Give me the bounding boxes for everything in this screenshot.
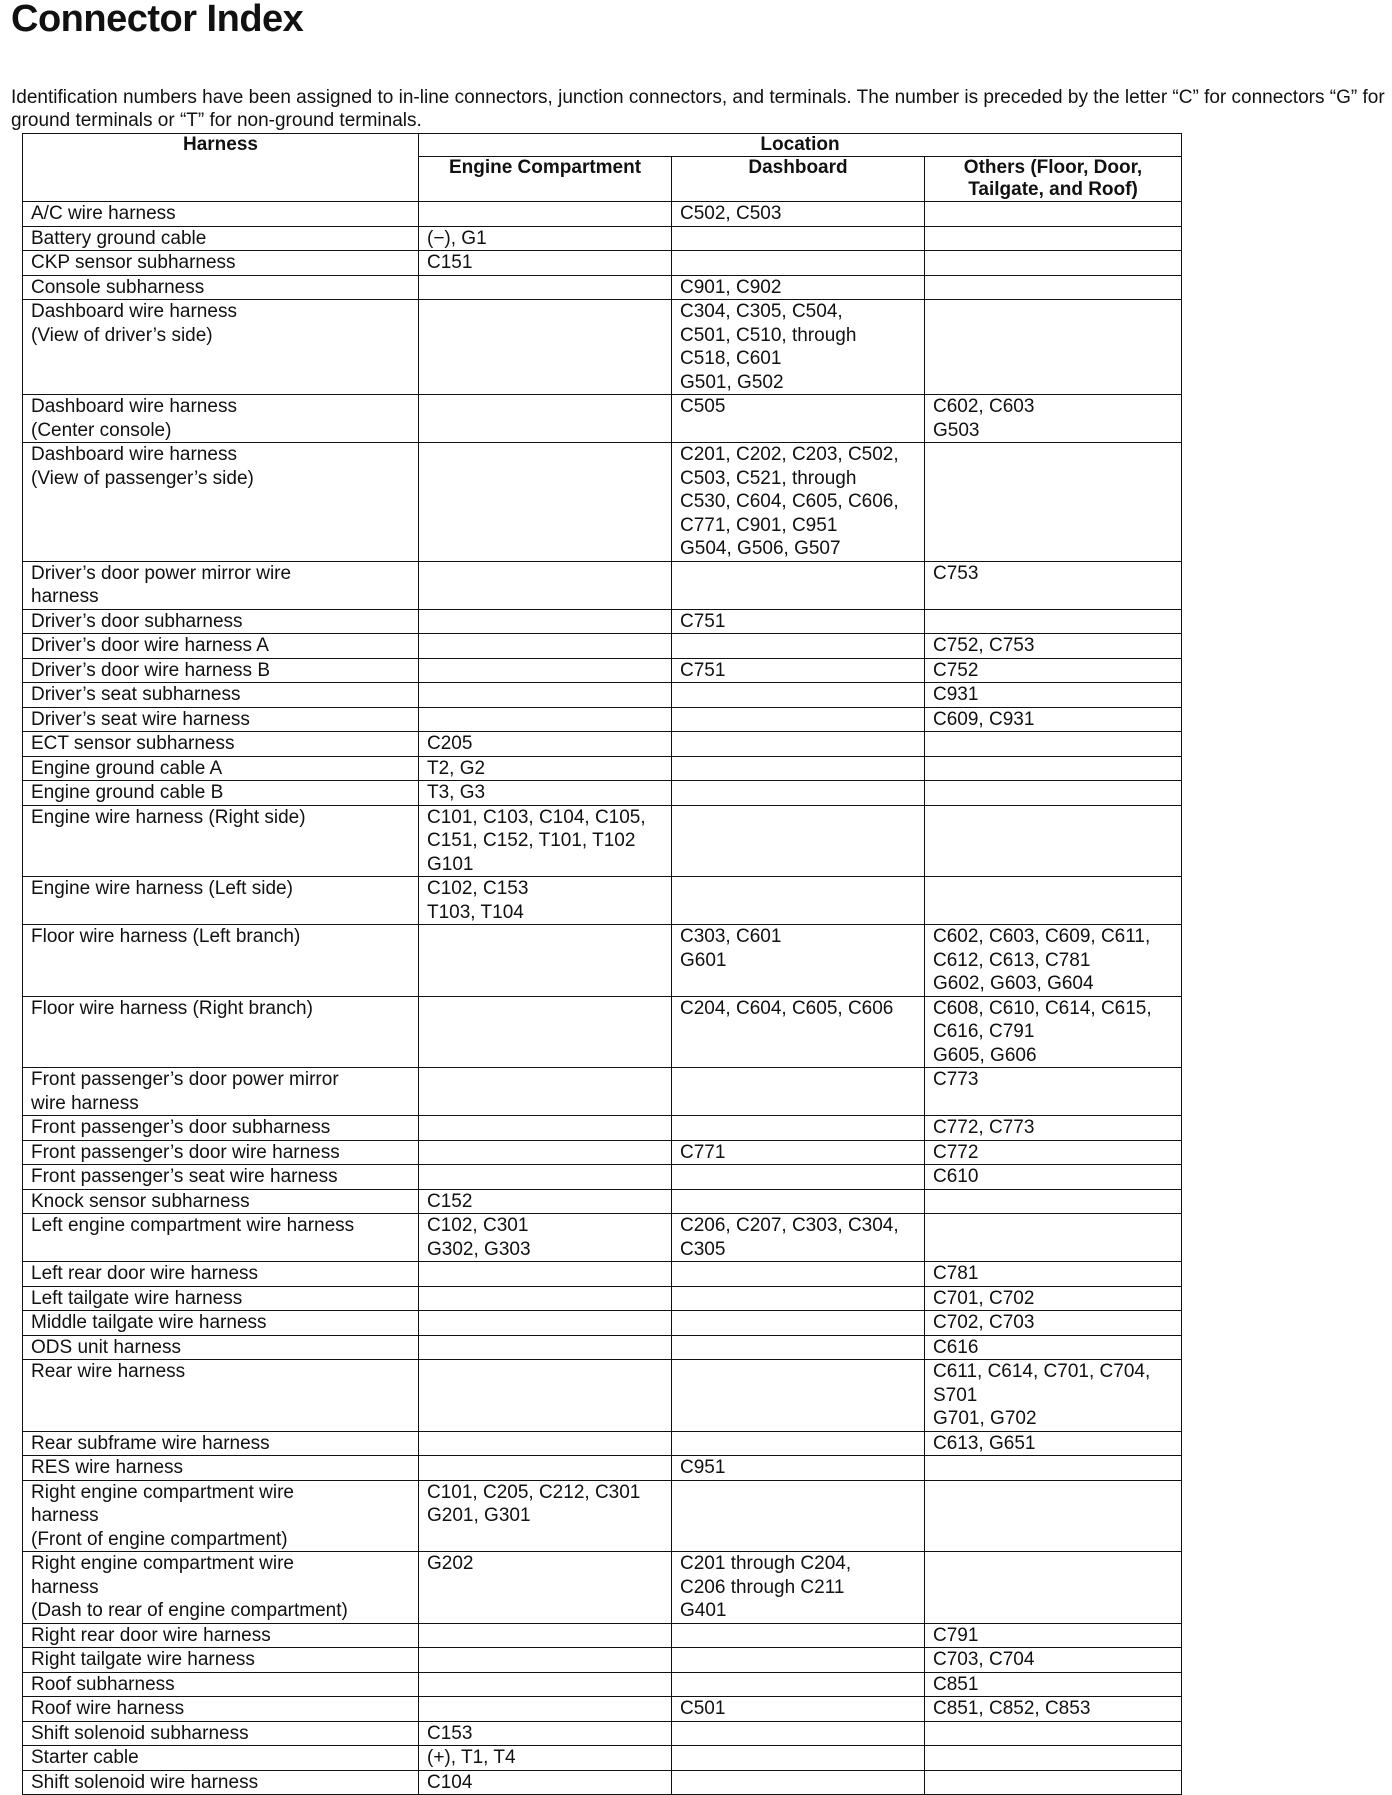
harness-cell: Front passenger’s door wire harness [23,1140,419,1165]
table-row [23,1552,1182,1624]
table-row [23,683,1182,708]
harness-cell: Engine wire harness (Left side) [23,877,419,925]
engine-compartment-cell [419,1335,672,1360]
page-title: Connector Index [11,0,304,40]
table-row [23,1721,1182,1746]
table-row [23,1311,1182,1336]
engine-compartment-cell [419,1116,672,1141]
harness-cell: Front passenger’s door subharness [23,1116,419,1141]
header-engine-compartment: Engine Compartment [419,157,672,202]
harness-cell: Driver’s seat wire harness [23,707,419,732]
table-row [23,996,1182,1068]
harness-cell: Dashboard wire harness (View of driver’s side) [23,300,419,395]
harness-cell: Right rear door wire harness [23,1623,419,1648]
engine-compartment-cell: C104 [419,1770,672,1795]
table-row [23,395,1182,443]
table-row [23,1431,1182,1456]
engine-compartment-cell [419,561,672,609]
others-cell: C773 [925,1068,1182,1116]
connector-index-table [22,133,1182,1795]
dashboard-cell [672,1286,925,1311]
dashboard-cell [672,1068,925,1116]
others-cell: C752 [925,658,1182,683]
harness-cell: Front passenger’s seat wire harness [23,1165,419,1190]
dashboard-cell: C951 [672,1456,925,1481]
engine-compartment-cell: C101, C205, C212, C301 G201, G301 [419,1480,672,1552]
table-row [23,1456,1182,1481]
dashboard-cell [672,1262,925,1287]
harness-cell: Dashboard wire harness (View of passenger’s side) [23,443,419,562]
engine-compartment-cell [419,1286,672,1311]
harness-cell: ECT sensor subharness [23,732,419,757]
others-cell: C609, C931 [925,707,1182,732]
table-row [23,1480,1182,1552]
harness-cell: Driver’s door wire harness A [23,634,419,659]
table-row [23,275,1182,300]
engine-compartment-cell [419,1623,672,1648]
others-cell: C602, C603 G503 [925,395,1182,443]
others-cell: C781 [925,1262,1182,1287]
others-cell: C702, C703 [925,1311,1182,1336]
harness-cell: Shift solenoid wire harness [23,1770,419,1795]
harness-cell: Right tailgate wire harness [23,1648,419,1673]
dashboard-cell: C304, C305, C504, C501, C510, through C518, C601 G501, G502 [672,300,925,395]
dashboard-cell: C201, C202, C203, C502, C503, C521, through C530, C604, C605, C606, C771, C901, C951 G504, G506, G507 [672,443,925,562]
dashboard-cell: C501 [672,1697,925,1722]
header-dashboard: Dashboard [672,157,925,202]
others-cell [925,443,1182,562]
table-row [23,1770,1182,1795]
dashboard-cell: C771 [672,1140,925,1165]
table-row [23,1140,1182,1165]
dashboard-cell [672,1189,925,1214]
engine-compartment-cell: (−), G1 [419,226,672,251]
engine-compartment-cell: C102, C301 G302, G303 [419,1214,672,1262]
dashboard-cell [672,1770,925,1795]
engine-compartment-cell [419,1648,672,1673]
table-row [23,707,1182,732]
table-row [23,1189,1182,1214]
table-row [23,1068,1182,1116]
others-cell [925,202,1182,227]
table-row [23,1672,1182,1697]
engine-compartment-cell [419,1140,672,1165]
engine-compartment-cell [419,1262,672,1287]
harness-cell: Floor wire harness (Left branch) [23,925,419,997]
engine-compartment-cell [419,1311,672,1336]
others-cell [925,877,1182,925]
harness-cell: Left engine compartment wire harness [23,1214,419,1262]
others-cell [925,1189,1182,1214]
table-row [23,1214,1182,1262]
engine-compartment-cell [419,275,672,300]
table-row [23,658,1182,683]
harness-cell: Battery ground cable [23,226,419,251]
engine-compartment-cell: C205 [419,732,672,757]
engine-compartment-cell [419,609,672,634]
others-cell [925,1456,1182,1481]
engine-compartment-cell [419,925,672,997]
engine-compartment-cell: C151 [419,251,672,276]
dashboard-cell [672,781,925,806]
harness-cell: Driver’s door wire harness B [23,658,419,683]
harness-cell: Right engine compartment wire harness (Front of engine compartment) [23,1480,419,1552]
engine-compartment-cell: C101, C103, C104, C105, C151, C152, T101, T102 G101 [419,805,672,877]
others-cell: C613, G651 [925,1431,1182,1456]
others-cell: C772 [925,1140,1182,1165]
table-row [23,1697,1182,1722]
others-cell: C616 [925,1335,1182,1360]
harness-cell: Left rear door wire harness [23,1262,419,1287]
harness-cell: Driver’s seat subharness [23,683,419,708]
harness-cell: Driver’s door subharness [23,609,419,634]
header-harness: Harness [23,134,419,202]
engine-compartment-cell: C152 [419,1189,672,1214]
harness-cell: Shift solenoid subharness [23,1721,419,1746]
dashboard-cell: C303, C601 G601 [672,925,925,997]
dashboard-cell [672,805,925,877]
harness-cell: Knock sensor subharness [23,1189,419,1214]
harness-cell: Engine ground cable B [23,781,419,806]
harness-cell: Front passenger’s door power mirror wire harness [23,1068,419,1116]
engine-compartment-cell [419,707,672,732]
table-row [23,226,1182,251]
table-row [23,1165,1182,1190]
dashboard-cell [672,1335,925,1360]
engine-compartment-cell [419,1360,672,1432]
others-cell [925,781,1182,806]
engine-compartment-cell [419,1165,672,1190]
dashboard-cell [672,1311,925,1336]
table-row [23,1116,1182,1141]
harness-cell: RES wire harness [23,1456,419,1481]
table-row [23,1360,1182,1432]
table-row [23,1648,1182,1673]
engine-compartment-cell [419,1068,672,1116]
engine-compartment-cell: C102, C153 T103, T104 [419,877,672,925]
table-row [23,202,1182,227]
others-cell [925,1480,1182,1552]
dashboard-cell [672,561,925,609]
harness-cell: Engine ground cable A [23,756,419,781]
table-row [23,1262,1182,1287]
dashboard-cell [672,1648,925,1673]
others-cell: C851, C852, C853 [925,1697,1182,1722]
engine-compartment-cell [419,443,672,562]
table-row [23,634,1182,659]
header-location: Location [419,134,1182,157]
dashboard-cell [672,634,925,659]
others-cell [925,1770,1182,1795]
harness-cell: Roof subharness [23,1672,419,1697]
harness-cell: Starter cable [23,1746,419,1771]
harness-cell: Dashboard wire harness (Center console) [23,395,419,443]
harness-cell: A/C wire harness [23,202,419,227]
harness-cell: Driver’s door power mirror wire harness [23,561,419,609]
dashboard-cell [672,1623,925,1648]
table-row [23,443,1182,562]
dashboard-cell [672,756,925,781]
engine-compartment-cell [419,202,672,227]
table-row [23,561,1182,609]
table-row [23,781,1182,806]
dashboard-cell [672,877,925,925]
table-row [23,1746,1182,1771]
others-cell [925,1746,1182,1771]
others-cell: C602, C603, C609, C611, C612, C613, C781 G602, G603, G604 [925,925,1182,997]
table-row [23,732,1182,757]
harness-cell: Floor wire harness (Right branch) [23,996,419,1068]
others-cell [925,300,1182,395]
engine-compartment-cell [419,1456,672,1481]
others-cell: C851 [925,1672,1182,1697]
dashboard-cell: C502, C503 [672,202,925,227]
others-cell [925,756,1182,781]
engine-compartment-cell: (+), T1, T4 [419,1746,672,1771]
others-cell [925,1552,1182,1624]
others-cell: C703, C704 [925,1648,1182,1673]
others-cell [925,805,1182,877]
dashboard-cell [672,1746,925,1771]
harness-cell: Engine wire harness (Right side) [23,805,419,877]
others-cell: C608, C610, C614, C615, C616, C791 G605, G606 [925,996,1182,1068]
dashboard-cell [672,1431,925,1456]
table-row [23,1286,1182,1311]
harness-cell: CKP sensor subharness [23,251,419,276]
engine-compartment-cell [419,300,672,395]
engine-compartment-cell: C153 [419,1721,672,1746]
others-cell: C791 [925,1623,1182,1648]
table-row [23,805,1182,877]
others-cell [925,1721,1182,1746]
others-cell [925,226,1182,251]
dashboard-cell: C901, C902 [672,275,925,300]
dashboard-cell [672,683,925,708]
dashboard-cell [672,226,925,251]
dashboard-cell [672,1672,925,1697]
others-cell [925,275,1182,300]
table-header [23,134,1182,202]
others-cell: C753 [925,561,1182,609]
engine-compartment-cell [419,395,672,443]
engine-compartment-cell [419,1697,672,1722]
engine-compartment-cell [419,683,672,708]
dashboard-cell [672,1116,925,1141]
harness-cell: Left tailgate wire harness [23,1286,419,1311]
dashboard-cell: C204, C604, C605, C606 [672,996,925,1068]
dashboard-cell [672,1360,925,1432]
engine-compartment-cell [419,996,672,1068]
harness-cell: Right engine compartment wire harness (Dash to rear of engine compartment) [23,1552,419,1624]
others-cell [925,732,1182,757]
engine-compartment-cell [419,658,672,683]
others-cell [925,609,1182,634]
others-cell [925,251,1182,276]
dashboard-cell: C201 through C204, C206 through C211 G401 [672,1552,925,1624]
table-row [23,609,1182,634]
dashboard-cell: C751 [672,658,925,683]
harness-cell: ODS unit harness [23,1335,419,1360]
engine-compartment-cell [419,1672,672,1697]
dashboard-cell [672,251,925,276]
dashboard-cell [672,732,925,757]
table-row [23,300,1182,395]
harness-cell: Roof wire harness [23,1697,419,1722]
engine-compartment-cell [419,634,672,659]
table-row [23,1623,1182,1648]
intro-paragraph: Identification numbers have been assigned to in-line connectors, junction connectors, and terminals. The number is preceded by the letter “C” for connectors “G” for ground terminals or “T” for non-ground terminals. [11,87,1385,131]
table-row [23,251,1182,276]
dashboard-cell [672,707,925,732]
others-cell: C610 [925,1165,1182,1190]
others-cell [925,1214,1182,1262]
table-row [23,756,1182,781]
table-row [23,1335,1182,1360]
harness-cell: Console subharness [23,275,419,300]
dashboard-cell: C505 [672,395,925,443]
engine-compartment-cell: T3, G3 [419,781,672,806]
others-cell: C752, C753 [925,634,1182,659]
table-row [23,877,1182,925]
engine-compartment-cell [419,1431,672,1456]
table-body [23,202,1182,1795]
others-cell: C701, C702 [925,1286,1182,1311]
engine-compartment-cell: T2, G2 [419,756,672,781]
dashboard-cell [672,1165,925,1190]
others-cell: C931 [925,683,1182,708]
dashboard-cell [672,1480,925,1552]
harness-cell: Rear wire harness [23,1360,419,1432]
header-others: Others (Floor, Door, Tailgate, and Roof) [925,157,1182,202]
dashboard-cell: C206, C207, C303, C304, C305 [672,1214,925,1262]
dashboard-cell [672,1721,925,1746]
dashboard-cell: C751 [672,609,925,634]
harness-cell: Middle tailgate wire harness [23,1311,419,1336]
others-cell: C772, C773 [925,1116,1182,1141]
others-cell: C611, C614, C701, C704, S701 G701, G702 [925,1360,1182,1432]
engine-compartment-cell: G202 [419,1552,672,1624]
table-row [23,925,1182,997]
harness-cell: Rear subframe wire harness [23,1431,419,1456]
